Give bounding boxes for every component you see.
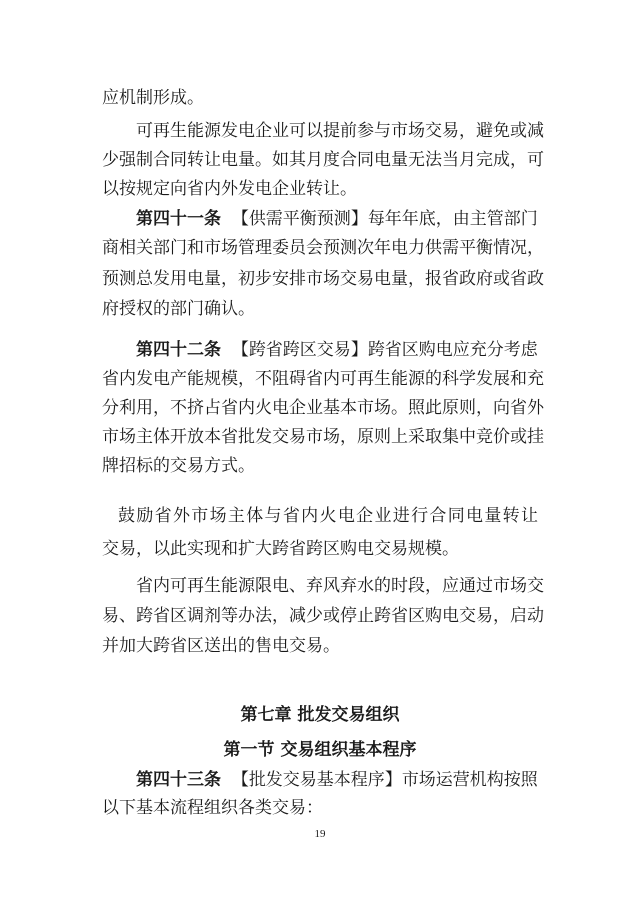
article-43-heading: 第四十三条 — [136, 770, 221, 790]
article-43-tag: 批发交易基本程序 — [248, 770, 385, 790]
paragraph-line: 可再生能源发电企业可以提前参与市场交易，避免或减 — [136, 121, 544, 141]
bracket-close: 】 — [384, 770, 402, 790]
page-number: 19 — [314, 828, 326, 840]
bracket-open: 【 — [231, 209, 249, 229]
bracket-open: 【 — [231, 340, 249, 360]
chapter-title: 第七章 批发交易组织 — [240, 705, 400, 725]
article-41-first-line — [136, 209, 542, 229]
article-43-text: 市场运营机构按照 — [401, 770, 538, 790]
article-43-first-line — [136, 770, 542, 790]
paragraph-line: 府授权的部门确认。 — [102, 299, 255, 319]
article-42-heading: 第四十二条 — [136, 340, 221, 360]
paragraph-line: 商相关部门和市场管理委员会预测次年电力供需平衡情况， — [102, 238, 544, 258]
paragraph-line: 易、跨省区调剂等办法，减少或停止跨省区购电交易，启动 — [102, 606, 544, 626]
paragraph-line: 并加大跨省区送出的售电交易。 — [102, 636, 340, 656]
bracket-close: 】 — [350, 340, 368, 360]
section-title: 第一节 交易组织基本程序 — [223, 740, 417, 760]
article-41-heading: 第四十一条 — [136, 209, 221, 229]
paragraph-line: 预测总发用电量，初步安排市场交易电量，报省政府或省政 — [102, 269, 544, 289]
paragraph-line: 以下基本流程组织各类交易： — [102, 798, 323, 818]
paragraph-line: 少强制合同转让电量。如其月度合同电量无法当月完成，可 — [102, 150, 544, 170]
article-42-tag: 跨省跨区交易 — [248, 340, 351, 360]
paragraph-line: 分利用，不挤占省内火电企业基本市场。照此原则，向省外 — [102, 398, 544, 418]
article-41-tag: 供需平衡预测 — [248, 209, 351, 229]
article-41-text: 每年年底，由主管部门 — [367, 209, 538, 229]
bracket-open: 【 — [231, 770, 249, 790]
paragraph-line: 省内发电产能规模，不阻碍省内可再生能源的科学发展和充 — [102, 369, 544, 389]
paragraph-line: 市场主体开放本省批发交易市场，原则上采取集中竞价或挂 — [102, 427, 544, 447]
paragraph-line: 牌招标的交易方式。 — [102, 456, 255, 476]
bracket-close: 】 — [350, 209, 368, 229]
paragraph-line: 鼓励省外市场主体与省内火电企业进行合同电量转让 — [118, 506, 538, 526]
article-42-text: 跨省区购电应充分考虑 — [367, 340, 538, 360]
article-42-first-line — [136, 340, 542, 360]
paragraph-line: 省内可再生能源限电、弃风弃水的时段，应通过市场交 — [136, 576, 544, 596]
paragraph-line: 应机制形成。 — [102, 88, 204, 108]
paragraph-line: 交易，以此实现和扩大跨省跨区购电交易规模。 — [102, 539, 459, 559]
paragraph-line: 以按规定向省内外发电企业转让。 — [102, 179, 357, 199]
